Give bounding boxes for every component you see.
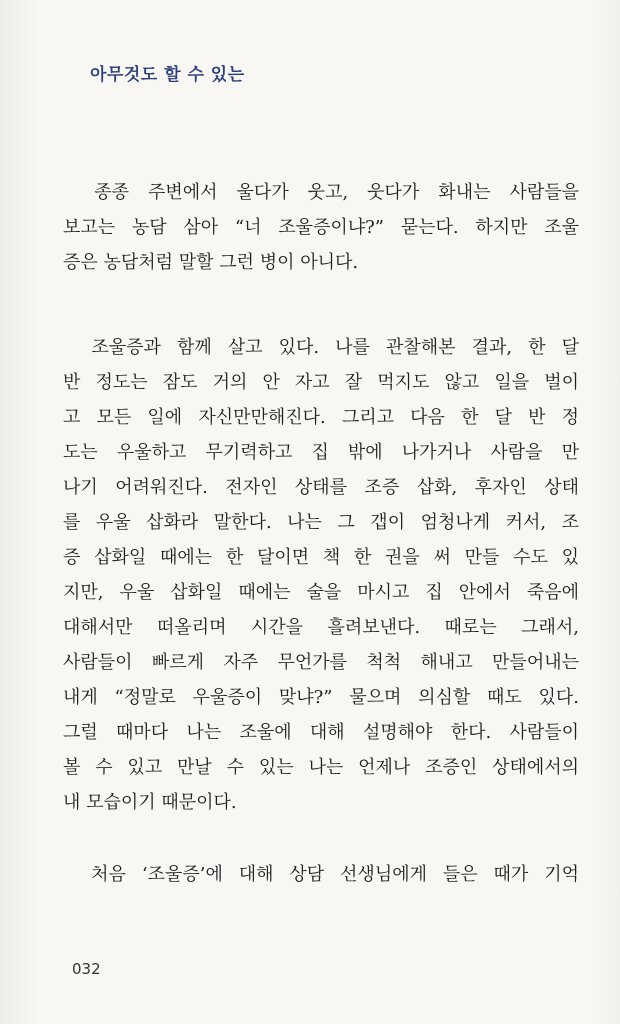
- text-line: 그럴 때마다 나는 조울에 대해 설명해야 한다. 사람들이: [63, 722, 579, 743]
- text-line: 내게 “정말로 우울증이 맞냐?” 물으며 의심할 때도 있다.: [63, 687, 579, 708]
- text-line: 증은 농담처럼 말할 그런 병이 아니다.: [63, 252, 359, 273]
- text-line: 내 모습이기 때문이다.: [63, 792, 237, 813]
- text-line: 보고는 농담 삼아 “너 조울증이냐?” 묻는다. 하지만 조울: [63, 217, 579, 238]
- text-line: 지만, 우울 삽화일 때에는 술을 마시고 집 안에서 죽음에: [63, 582, 579, 603]
- text-line: 도는 우울하고 무기력하고 집 밖에 나가거나 사람을 만: [63, 442, 579, 463]
- text-line: 반 정도는 잠도 거의 안 자고 잘 먹지도 않고 일을 벌이: [63, 372, 579, 393]
- text-line: 나기 어려워진다. 전자인 상태를 조증 삽화, 후자인 상태: [63, 477, 579, 498]
- text-line: 처음 ‘조울증’에 대해 상담 선생님에게 들은 때가 기억: [63, 864, 579, 885]
- paragraph-1: [63, 175, 579, 280]
- text-line: 사람들이 빠르게 자주 무언가를 척척 해내고 만들어내는: [63, 652, 579, 673]
- page-number: 032: [72, 960, 101, 978]
- text-line: 증 삽화일 때에는 한 달이면 책 한 권을 써 만들 수도 있: [63, 547, 579, 568]
- text-line: 종종 주변에서 울다가 웃고, 웃다가 화내는 사람들을: [63, 182, 579, 203]
- text-line: 대해서만 떠올리며 시간을 흘려보낸다. 때로는 그래서,: [63, 617, 579, 638]
- text-line: 고 모든 일에 자신만만해진다. 그리고 다음 한 달 반 정: [63, 407, 579, 428]
- paragraph-2: [63, 330, 579, 820]
- text-line: 를 우울 삽화라 말한다. 나는 그 갭이 엄청나게 커서, 조: [63, 512, 579, 533]
- text-line: 볼 수 있고 만날 수 있는 나는 언제나 조증인 상태에서의: [63, 757, 579, 778]
- running-head: 아무것도 할 수 있는: [90, 65, 245, 85]
- paragraph-3: [63, 857, 579, 892]
- text-line: 조울증과 함께 살고 있다. 나를 관찰해본 결과, 한 달: [63, 337, 579, 358]
